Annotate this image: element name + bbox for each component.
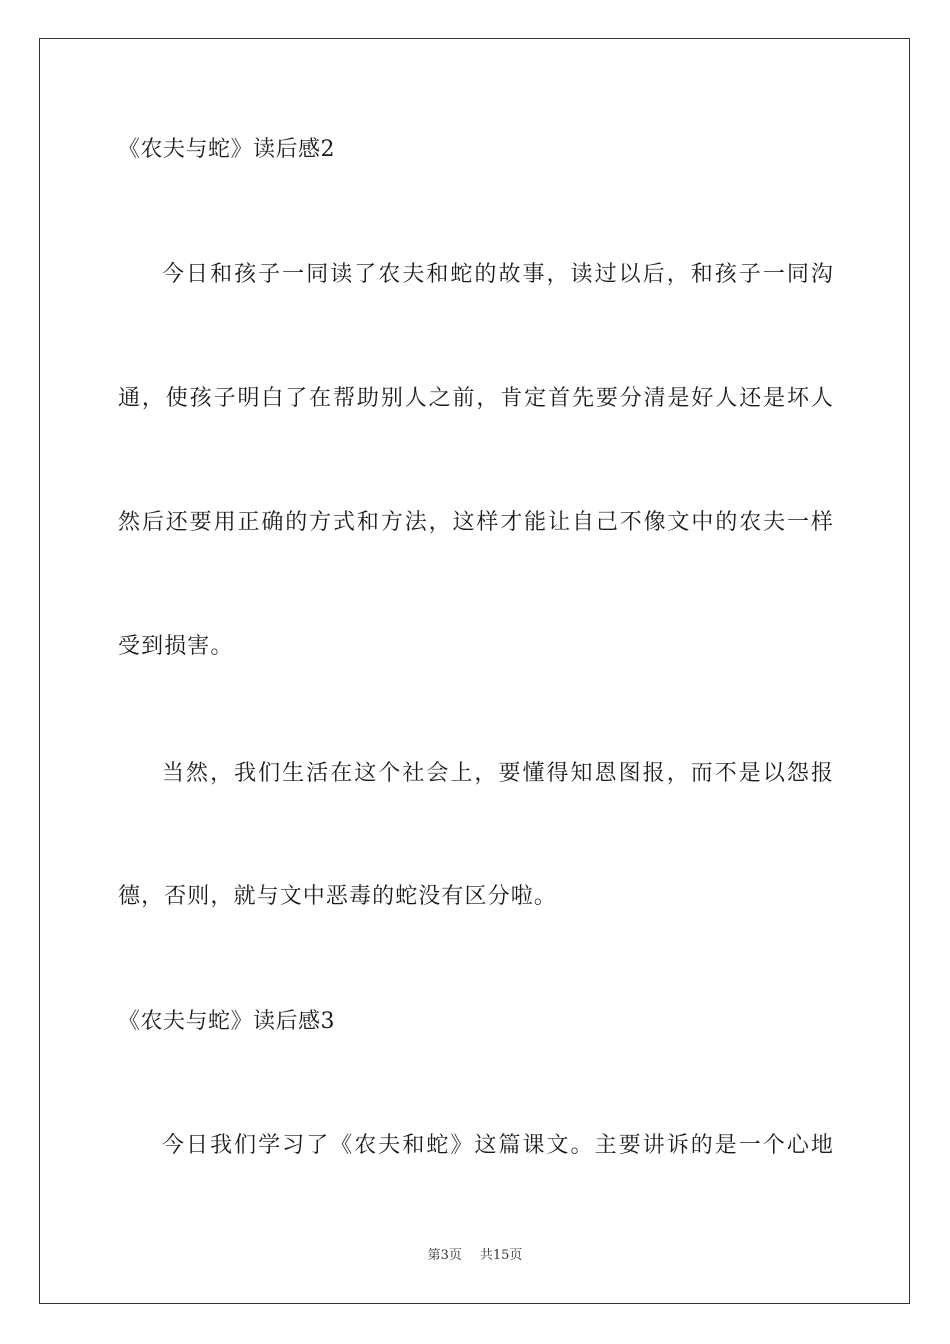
paragraph-line: 通，使孩子明白了在帮助别人之前，肯定首先要分清是好人还是坏人: [118, 386, 834, 411]
paragraph-line: 今日我们学习了《农夫和蛇》这篇课文。主要讲诉的是一个心地: [162, 1133, 834, 1158]
paragraph-line: 德，否则，就与文中恶毒的蛇没有区分啦。: [118, 884, 557, 909]
section-heading-2: 《农夫与蛇》读后感2: [118, 137, 335, 162]
paragraph-line: 受到损害。: [118, 634, 234, 659]
paragraph-line: 今日和孩子一同读了农夫和蛇的故事，读过以后，和孩子一同沟: [162, 262, 834, 287]
page-border: [39, 38, 910, 1304]
paragraph-line: 然后还要用正确的方式和方法，这样才能让自己不像文中的农夫一样: [118, 510, 834, 535]
page-total: 共15页: [479, 1248, 523, 1263]
paragraph-line: 当然，我们生活在这个社会上，要懂得知恩图报，而不是以怨报: [162, 761, 834, 786]
section-heading-3: 《农夫与蛇》读后感3: [118, 1009, 335, 1034]
page-number: 第3页: [427, 1248, 462, 1263]
page-footer: [0, 1247, 950, 1265]
